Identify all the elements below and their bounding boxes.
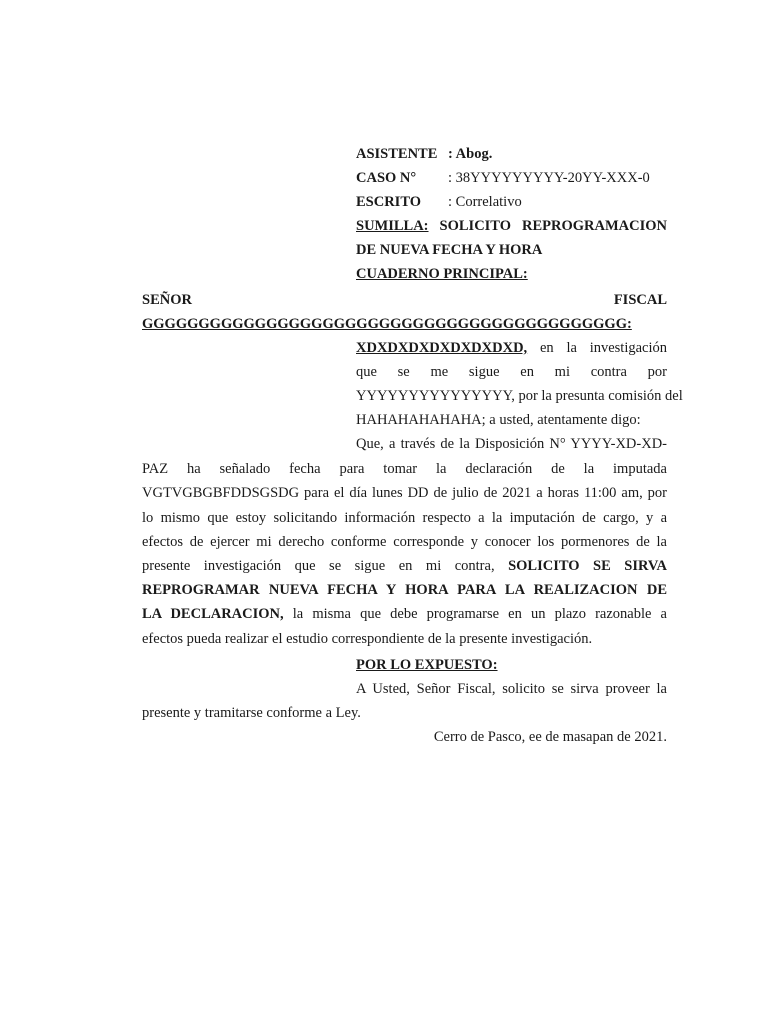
caso-value: : 38YYYYYYYYY-20YY-XXX-0 bbox=[448, 170, 650, 186]
asistente-label: ASISTENTE bbox=[356, 146, 438, 162]
body-line-9: efectos pueda realizar el estudio correspondiente de la presente investigación. bbox=[142, 631, 593, 647]
closing-line-2: presente y tramitarse conforme a Ley. bbox=[142, 705, 361, 721]
petitioner-name: XDXDXDXDXDXDXDXD, bbox=[356, 340, 528, 356]
body-line-1: Que, a través de la Disposición N° YYYY-XD-XD- bbox=[356, 436, 667, 452]
sumilla-row-2 bbox=[356, 238, 667, 262]
sumilla-label: SUMILLA: bbox=[356, 218, 429, 234]
intro-line-2: que se me sigue en mi contra por bbox=[356, 364, 667, 380]
por-lo-expuesto-row bbox=[356, 653, 667, 677]
body-line-8-plain: la misma que debe programarse en un plazo razonable a bbox=[292, 606, 667, 622]
escrito-row bbox=[356, 190, 667, 214]
body-line-2: PAZ ha señalado fecha para tomar la declaración de la imputada bbox=[142, 461, 667, 477]
intro-line-4: HAHAHAHAHAHA; a usted, atentamente digo: bbox=[356, 412, 641, 428]
intro-line-3: YYYYYYYYYYYYYYY, por la presunta comisión del bbox=[356, 388, 683, 404]
body-line-8 bbox=[142, 602, 667, 626]
addressee-row bbox=[142, 288, 667, 312]
cuaderno-row bbox=[356, 262, 667, 286]
fiscal-name: GGGGGGGGGGGGGGGGGGGGGGGGGGGGGGGGGGGGGGGGGGG: bbox=[142, 316, 632, 332]
body-line-6-plain: presente investigación que se sigue en mi contra, bbox=[142, 558, 495, 574]
body-line-3: VGTVGBGBFDDSGSDG para el día lunes DD de julio de 2021 a horas 11:00 am, por bbox=[142, 485, 667, 501]
cuaderno-principal: CUADERNO PRINCIPAL: bbox=[356, 266, 528, 282]
closing-line-1: A Usted, Señor Fiscal, solicito se sirva proveer la bbox=[356, 681, 667, 697]
body-line-8-bold: LA DECLARACION, bbox=[142, 606, 284, 622]
caso-row bbox=[356, 166, 667, 190]
place-date: Cerro de Pasco, ee de masapan de 2021. bbox=[433, 729, 667, 745]
intro-line-1 bbox=[356, 336, 667, 360]
body-line-7: REPROGRAMAR NUEVA FECHA Y HORA PARA LA REALIZACION DE bbox=[142, 582, 667, 598]
caso-label: CASO N° bbox=[356, 170, 417, 186]
body-line-4: lo mismo que estoy solicitando información respecto a la imputación de cargo, y a bbox=[142, 510, 667, 526]
escrito-value: : Correlativo bbox=[448, 194, 522, 210]
asistente-value: : Abog. bbox=[448, 146, 493, 162]
body-line-6 bbox=[142, 554, 667, 578]
asistente-row bbox=[356, 142, 667, 166]
escrito-label: ESCRITO bbox=[356, 194, 422, 210]
fiscal-text: FISCAL bbox=[613, 292, 667, 308]
intro-line-1-rest: en la investigación bbox=[539, 340, 668, 356]
por-lo-expuesto: POR LO EXPUESTO: bbox=[356, 657, 498, 673]
body-line-6-bold: SOLICITO SE SIRVA bbox=[508, 558, 668, 574]
senor-text: SEÑOR bbox=[142, 292, 192, 308]
sumilla-line1: SOLICITO REPROGRAMACION bbox=[439, 218, 667, 234]
body-line-5: efectos de ejercer mi derecho conforme corresponde y conocer los pormenores de la bbox=[142, 534, 667, 550]
sumilla-line2: DE NUEVA FECHA Y HORA bbox=[356, 242, 543, 258]
sumilla-row bbox=[356, 214, 667, 238]
addressee-name-row bbox=[142, 312, 667, 336]
